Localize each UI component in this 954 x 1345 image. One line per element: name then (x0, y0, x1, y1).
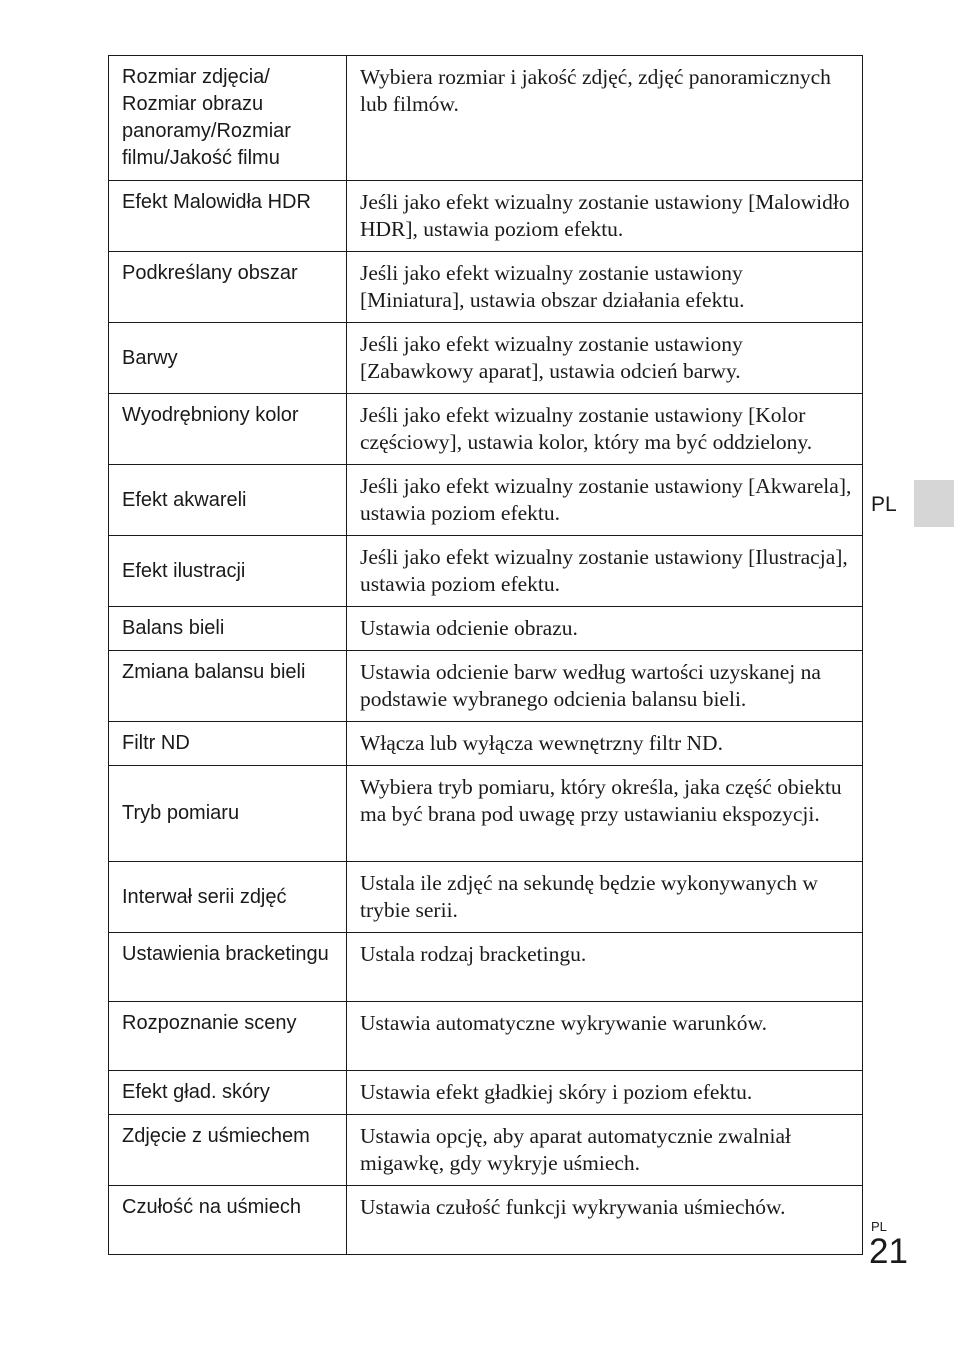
table-row (109, 933, 863, 1002)
setting-description: Włącza lub wyłącza wewnętrzny filtr ND. (347, 722, 863, 766)
setting-name: Efekt gład. skóry (109, 1071, 347, 1115)
setting-description: Ustawia odcienie barw według wartości uzyskanej na podstawie wybranego odcienia balansu bieli. (347, 651, 863, 722)
setting-name: Wyodrębniony kolor (109, 394, 347, 465)
table-row (109, 651, 863, 722)
setting-name: Efekt Malowidła HDR (109, 181, 347, 252)
setting-description: Jeśli jako efekt wizualny zostanie ustawiony [Akwarela], ustawia poziom efektu. (347, 465, 863, 536)
setting-description: Ustala rodzaj bracketingu. (347, 933, 863, 1002)
table-row (109, 536, 863, 607)
setting-description: Ustala ile zdjęć na sekundę będzie wykonywanych w trybie serii. (347, 862, 863, 933)
page-language-label: PL (871, 1219, 887, 1234)
table-row (109, 722, 863, 766)
setting-description: Wybiera rozmiar i jakość zdjęć, zdjęć panoramicznych lub filmów. (347, 56, 863, 181)
table-row (109, 1071, 863, 1115)
setting-description: Jeśli jako efekt wizualny zostanie ustawiony [Kolor częściowy], ustawia kolor, który ma być oddzielony. (347, 394, 863, 465)
table-row (109, 323, 863, 394)
setting-name: Filtr ND (109, 722, 347, 766)
setting-description: Ustawia czułość funkcji wykrywania uśmiechów. (347, 1186, 863, 1255)
setting-name: Rozmiar zdjęcia/ Rozmiar obrazu panoramy/Rozmiar filmu/Jakość filmu (109, 56, 347, 181)
setting-description: Jeśli jako efekt wizualny zostanie ustawiony [Miniatura], ustawia obszar działania efektu. (347, 252, 863, 323)
table-row (109, 465, 863, 536)
table-row (109, 394, 863, 465)
setting-name: Efekt ilustracji (109, 536, 347, 607)
setting-description: Jeśli jako efekt wizualny zostanie ustawiony [Malowidło HDR], ustawia poziom efektu. (347, 181, 863, 252)
language-side-tab (914, 480, 954, 527)
setting-name: Tryb pomiaru (109, 766, 347, 862)
table-row (109, 252, 863, 323)
table-row (109, 607, 863, 651)
table-row (109, 1115, 863, 1186)
setting-name: Barwy (109, 323, 347, 394)
language-side-label: PL (871, 493, 897, 516)
setting-description: Wybiera tryb pomiaru, który określa, jaka część obiektu ma być brana pod uwagę przy ustawianiu ekspozycji. (347, 766, 863, 862)
setting-description: Ustawia efekt gładkiej skóry i poziom efektu. (347, 1071, 863, 1115)
setting-name: Podkreślany obszar (109, 252, 347, 323)
table-row (109, 56, 863, 181)
setting-description: Ustawia opcję, aby aparat automatycznie zwalniał migawkę, gdy wykryje uśmiech. (347, 1115, 863, 1186)
table-row (109, 181, 863, 252)
setting-description: Ustawia automatyczne wykrywanie warunków. (347, 1002, 863, 1071)
table-row (109, 1186, 863, 1255)
setting-name: Balans bieli (109, 607, 347, 651)
setting-name: Czułość na uśmiech (109, 1186, 347, 1255)
setting-name: Efekt akwareli (109, 465, 347, 536)
table-row (109, 766, 863, 862)
setting-name: Interwał serii zdjęć (109, 862, 347, 933)
setting-name: Rozpoznanie sceny (109, 1002, 347, 1071)
setting-name: Zmiana balansu bieli (109, 651, 347, 722)
setting-name: Ustawienia bracketingu (109, 933, 347, 1002)
table-row (109, 862, 863, 933)
setting-description: Jeśli jako efekt wizualny zostanie ustawiony [Ilustracja], ustawia poziom efektu. (347, 536, 863, 607)
setting-name: Zdjęcie z uśmiechem (109, 1115, 347, 1186)
setting-description: Jeśli jako efekt wizualny zostanie ustawiony [Zabawkowy aparat], ustawia odcień barwy. (347, 323, 863, 394)
table-row (109, 1002, 863, 1071)
page-number: 21 (869, 1232, 908, 1271)
setting-description: Ustawia odcienie obrazu. (347, 607, 863, 651)
settings-table (108, 55, 863, 1255)
